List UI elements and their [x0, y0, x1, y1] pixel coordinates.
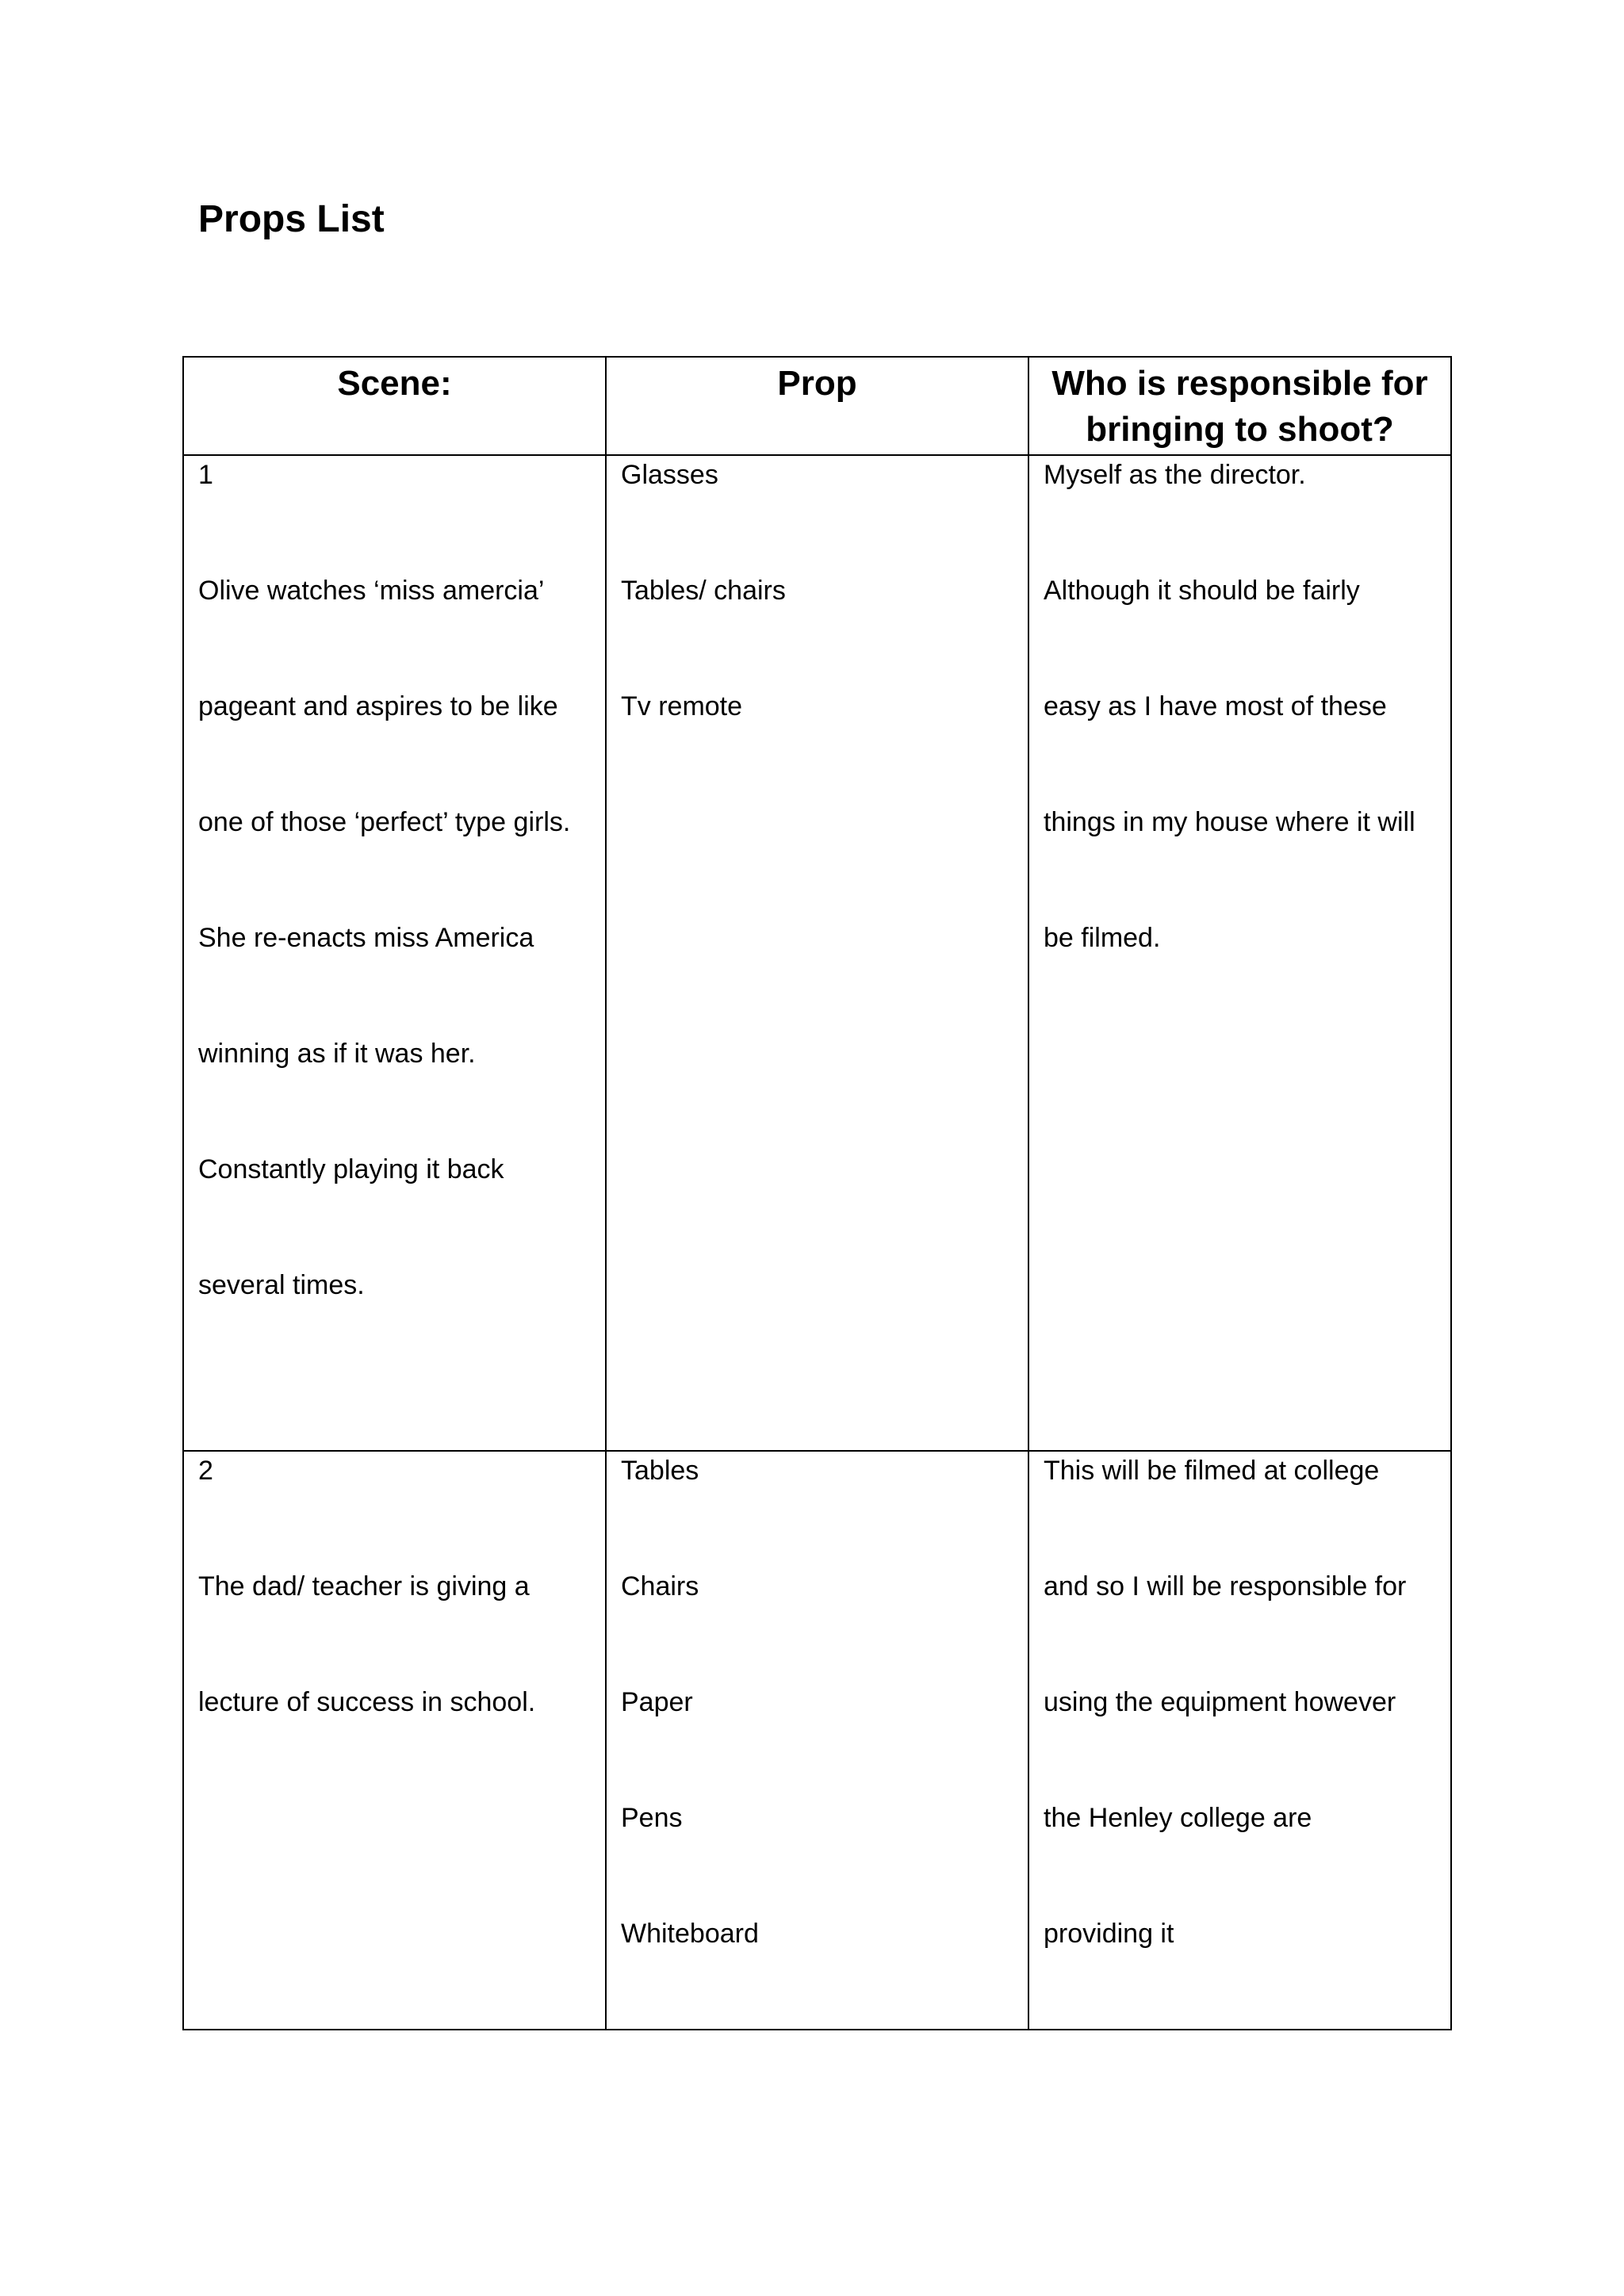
- prop-item: Tables/ chairs: [621, 576, 786, 606]
- prop-cell: [606, 1451, 1028, 2030]
- scene-description-line: winning as if it was her.: [198, 1039, 476, 1069]
- responsible-line: Myself as the director.: [1044, 460, 1306, 490]
- scene-description-line: Olive watches ‘miss amercia’: [198, 576, 545, 606]
- scene-description-line: Constantly playing it back: [198, 1154, 504, 1184]
- header-responsible: Who is responsible for bringing to shoot?: [1028, 357, 1451, 455]
- responsible-line: Although it should be fairly: [1044, 576, 1360, 606]
- props-table: [182, 356, 1452, 2030]
- prop-item: Chairs: [621, 1571, 699, 1601]
- table-header-row: [183, 357, 1451, 455]
- scene-description-line: pageant and aspires to be like: [198, 691, 558, 721]
- prop-item: Paper: [621, 1687, 693, 1717]
- table-row: [183, 1451, 1451, 2030]
- responsible-line: be filmed.: [1044, 923, 1161, 953]
- responsible-line: easy as I have most of these: [1044, 691, 1387, 721]
- prop-item: Tables: [621, 1456, 699, 1486]
- prop-item: Pens: [621, 1803, 683, 1833]
- responsible-line: things in my house where it will: [1044, 807, 1415, 837]
- prop-cell: [606, 455, 1028, 1451]
- scene-description-line: one of those ‘perfect’ type girls.: [198, 807, 571, 837]
- responsible-cell: [1028, 1451, 1451, 2030]
- header-prop: Prop: [606, 357, 1028, 455]
- scene-description-line: She re-enacts miss America: [198, 923, 534, 953]
- scene-description-line: several times.: [198, 1270, 365, 1300]
- responsible-cell: [1028, 455, 1451, 1451]
- responsible-line: providing it: [1044, 1919, 1174, 1949]
- scene-cell: [183, 1451, 606, 2030]
- prop-item: Whiteboard: [621, 1919, 759, 1949]
- scene-description-line: The dad/ teacher is giving a: [198, 1571, 530, 1601]
- page-title: Props List: [198, 198, 385, 240]
- prop-item: Tv remote: [621, 691, 743, 721]
- scene-description-line: lecture of success in school.: [198, 1687, 536, 1717]
- responsible-line: using the equipment however: [1044, 1687, 1396, 1717]
- responsible-line: the Henley college are: [1044, 1803, 1312, 1833]
- table-row: [183, 455, 1451, 1451]
- scene-number: 2: [198, 1456, 213, 1486]
- responsible-line: and so I will be responsible for: [1044, 1571, 1407, 1601]
- prop-item: Glasses: [621, 460, 718, 490]
- scene-cell: [183, 455, 606, 1451]
- header-scene: Scene:: [183, 357, 606, 455]
- scene-number: 1: [198, 460, 213, 490]
- responsible-line: This will be filmed at college: [1044, 1456, 1380, 1486]
